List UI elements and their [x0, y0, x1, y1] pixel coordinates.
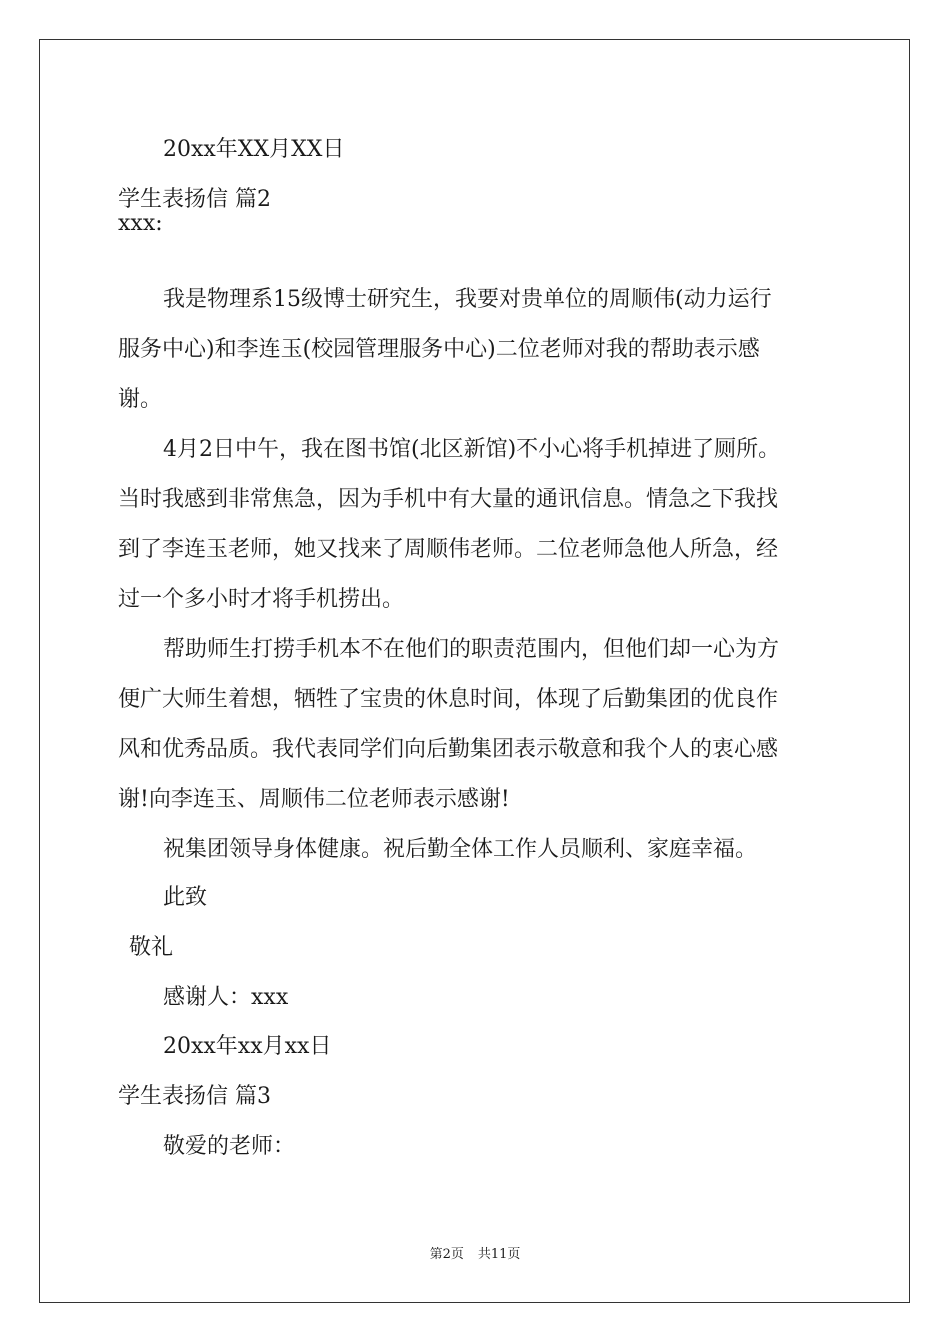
page-total: 共11页: [477, 1247, 521, 1262]
paragraph-2-line-1: 4月2日中午，我在图书馆(北区新馆)不小心将手机掉进了厕所。: [163, 437, 781, 462]
paragraph-1-line-2: 服务中心)和李连玉(校园管理服务中心)二位老师对我的帮助表示感: [118, 337, 760, 362]
date-bottom: 20xx年xx月xx日: [163, 1034, 332, 1059]
closing-jingli: 敬礼: [129, 935, 174, 960]
closing-cizhi: 此致: [163, 885, 208, 910]
paragraph-3-line-2: 便广大师生着想，牺牲了宝贵的休息时间，体现了后勤集团的优良作: [118, 687, 779, 712]
paragraph-2-line-4: 过一个多小时才将手机捞出。: [118, 587, 405, 612]
paragraph-1-line-3: 谢。: [118, 387, 163, 412]
paragraph-3-line-1: 帮助师生打捞手机本不在他们的职责范围内，但他们却一心为方: [163, 637, 780, 662]
paragraph-1-line-1: 我是物理系15级博士研究生，我要对贵单位的周顺伟(动力运行: [163, 287, 772, 312]
heading-letter-2: 学生表扬信 篇2: [118, 187, 271, 212]
signer-line: 感谢人：xxx: [163, 985, 289, 1010]
paragraph-4: 祝集团领导身体健康。祝后勤全体工作人员顺利、家庭幸福。: [163, 837, 758, 862]
page-number: 第2页: [429, 1247, 464, 1262]
page-footer: [0, 1247, 950, 1263]
paragraph-2-line-2: 当时我感到非常焦急，因为手机中有大量的通讯信息。情急之下我找: [118, 487, 779, 512]
heading-letter-3: 学生表扬信 篇3: [118, 1084, 271, 1109]
page-frame: [39, 39, 910, 1303]
salutation-letter-2: xxx:: [118, 211, 163, 236]
salutation-letter-3: 敬爱的老师：: [163, 1134, 296, 1159]
paragraph-3-line-3: 风和优秀品质。我代表同学们向后勤集团表示敬意和我个人的衷心感: [118, 737, 779, 762]
date-top: 20xx年XX月XX日: [163, 137, 345, 162]
paragraph-2-line-3: 到了李连玉老师，她又找来了周顺伟老师。二位老师急他人所急，经: [118, 537, 779, 562]
paragraph-3-line-4: 谢!向李连玉、周顺伟二位老师表示感谢!: [118, 787, 510, 812]
